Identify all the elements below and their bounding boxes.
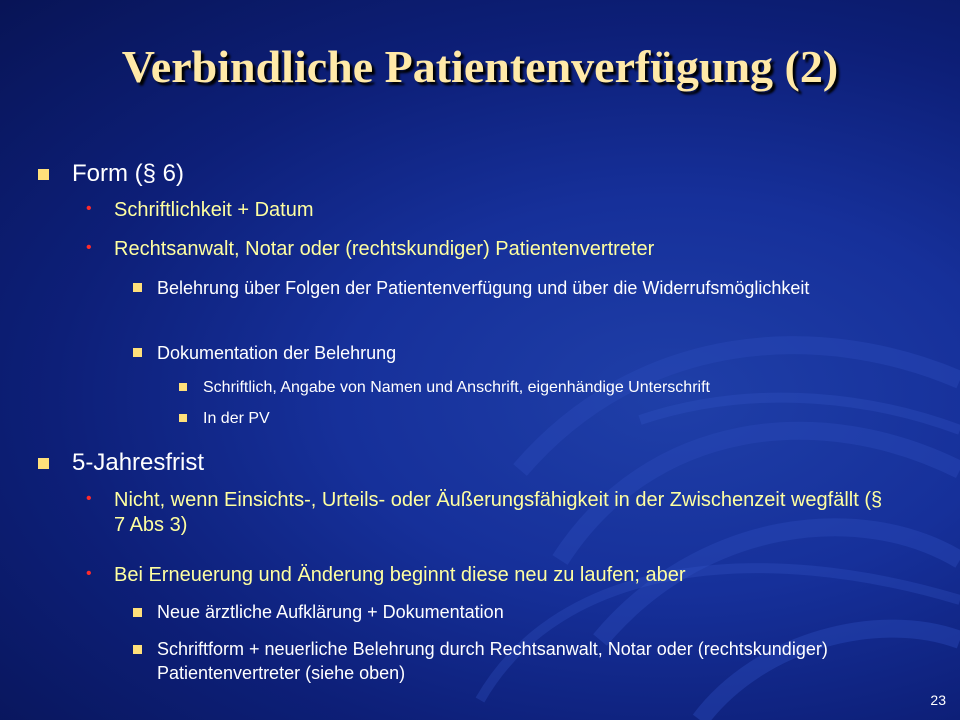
- page-number: 23: [930, 692, 946, 708]
- list-item: Schriftlich, Angabe von Namen und Anschrift, eigenhändige Unterschrift: [203, 379, 710, 396]
- bullet-square-icon: [133, 283, 142, 292]
- bullet-dot-icon: •: [86, 490, 92, 507]
- list-item: Schriftform + neuerliche Belehrung durch Rechtsanwalt, Notar oder (rechtskundiger) Patientenvertreter (siehe oben): [157, 639, 828, 683]
- bullet-square-icon: [133, 348, 142, 357]
- bullet-square-icon: [133, 608, 142, 617]
- list-item: Neue ärztliche Aufklärung + Dokumentation: [157, 602, 504, 622]
- slide-title: Verbindliche Patientenverfügung (2): [121, 41, 839, 92]
- bullet-dot-icon: •: [86, 239, 92, 256]
- bullet-dot-icon: •: [86, 200, 92, 217]
- list-item: Rechtsanwalt, Notar oder (rechtskundiger) Patientenvertreter: [114, 238, 655, 260]
- section-heading-form: Form (§ 6): [72, 160, 185, 187]
- section-heading-jahresfrist: 5-Jahresfrist: [72, 449, 205, 476]
- list-item: Bei Erneuerung und Änderung beginnt diese neu zu laufen; aber: [114, 564, 686, 586]
- list-item: In der PV: [203, 410, 270, 427]
- bullet-square-icon: [38, 458, 49, 469]
- list-item: Nicht, wenn Einsichts-, Urteils- oder Äußerungsfähigkeit in der Zwischenzeit wegfällt (§ 7 Abs 3): [114, 489, 883, 536]
- list-item: Belehrung über Folgen der Patientenverfügung und über die Widerrufsmöglichkeit: [157, 278, 810, 298]
- list-item: Schriftlichkeit + Datum: [114, 199, 314, 221]
- bullet-dot-icon: •: [86, 565, 92, 582]
- bullet-square-icon: [38, 169, 49, 180]
- bullet-square-icon: [179, 383, 187, 391]
- list-item: Dokumentation der Belehrung: [157, 343, 397, 363]
- bullet-square-icon: [179, 414, 187, 422]
- bullet-square-icon: [133, 645, 142, 654]
